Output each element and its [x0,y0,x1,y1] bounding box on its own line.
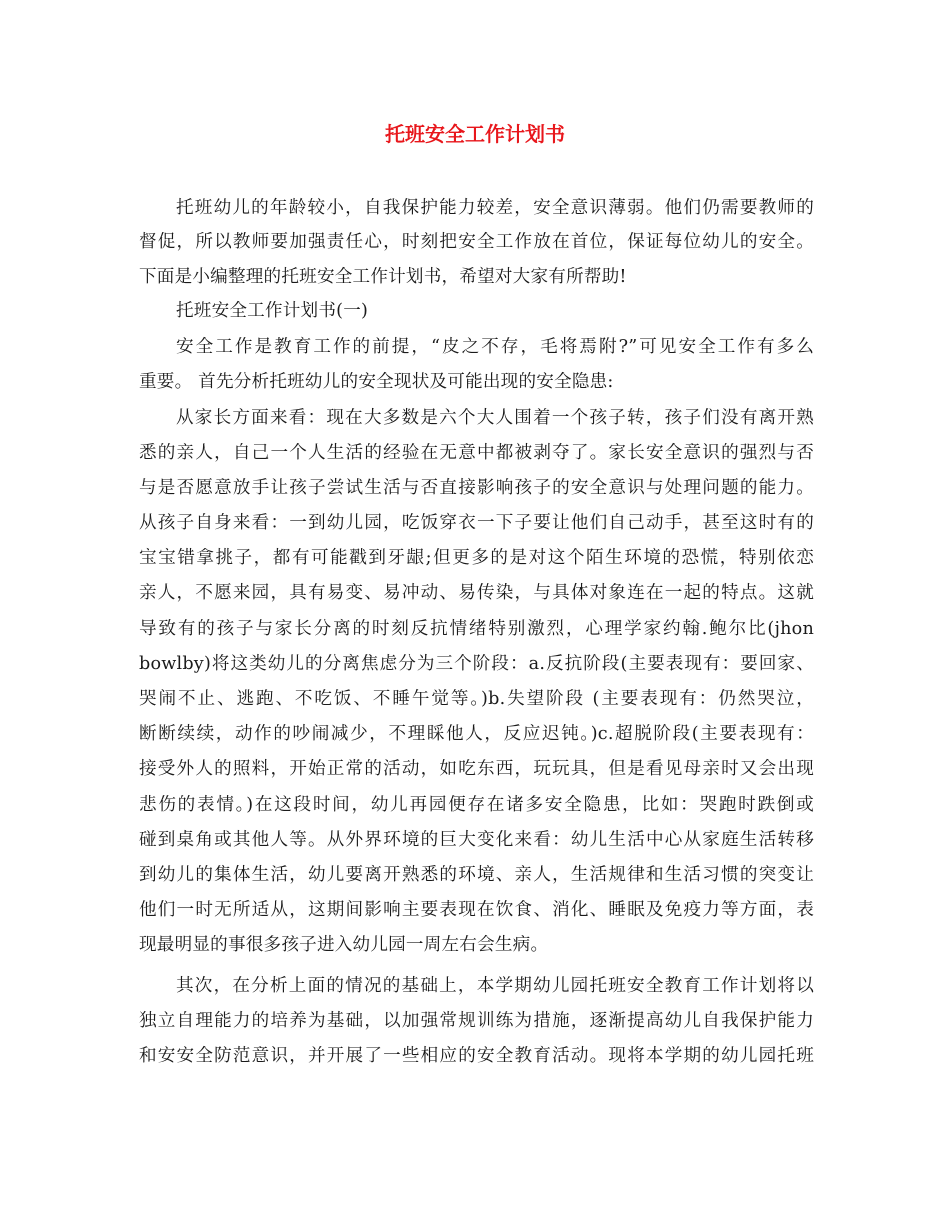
text-line: 碰到桌角或其他人等。从外界环境的巨大变化来看：幼儿生活中心从家庭生活转移 [139,830,814,850]
text-line: 他们一时无所适从，这期间影响主要表现在饮食、消化、睡眠及免疫力等方面，表 [139,900,814,920]
text-line: 和安安全防范意识，并开展了一些相应的安全教育活动。现将本学期的幼儿园托班 [139,1046,814,1066]
text-line: 托班幼儿的年龄较小，自我保护能力较差，安全意识薄弱。他们仍需要教师的 [176,198,814,218]
text-line: 从家长方面来看：现在大多数是六个大人围着一个孩子转，孩子们没有离开熟 [176,408,814,428]
text-line: 从孩子自身来看：一到幼儿园，吃饭穿衣一下子要让他们自己动手，甚至这时有的 [139,513,814,533]
text-line: 下面是小编整理的托班安全工作计划书，希望对大家有所帮助! [139,267,627,287]
text-line: 现最明显的事很多孩子进入幼儿园一周左右会生病。 [139,935,549,955]
text-line: bowlby)将这类幼儿的分离焦虑分为三个阶段：a.反抗阶段(主要表现有：要回家、 [139,654,814,674]
text-line: 重要。 首先分析托班幼儿的安全现状及可能出现的安全隐患: [139,372,614,392]
text-line: 托班安全工作计划书(一) [176,301,369,321]
text-line: 断断续续，动作的吵闹减少，不理睬他人，反应迟钝。)c.超脱阶段(主要表现有： [139,724,814,744]
text-line: 其次，在分析上面的情况的基础上，本学期幼儿园托班安全教育工作计划将以 [176,976,814,996]
text-line: 独立自理能力的培养为基础，以加强常规训练为措施，逐渐提高幼儿自我保护能力 [139,1011,814,1031]
text-line: 宝宝错拿挑子，都有可能戳到牙龈;但更多的是对这个陌生环境的恐慌，特别依恋 [139,548,814,568]
text-line: 悲伤的表情。)在这段时间，幼儿再园便存在诸多安全隐患，比如：哭跑时跌倒或 [139,795,814,815]
document-title: 托班安全工作计划书 [385,122,565,146]
text-line: 哭闹不止、逃跑、不吃饭、不睡午觉等。)b.失望阶段 (主要表现有：仍然哭泣， [139,689,814,709]
text-line: 亲人，不愿来园，具有易变、易冲动、易传染，与具体对象连在一起的特点。这就 [139,583,814,603]
text-line: 导致有的孩子与家长分离的时刻反抗情绪特别激烈，心理学家约翰.鲍尔比(jhon [139,619,814,639]
text-line: 安全工作是教育工作的前提，“皮之不存，毛将焉附?”可见安全工作有多么 [176,337,814,357]
text-line: 到幼儿的集体生活，幼儿要离开熟悉的环境、亲人，生活规律和生活习惯的突变让 [139,865,814,885]
text-line: 接受外人的照料，开始正常的活动，如吃东西，玩玩具，但是看见母亲时又会出现 [139,759,814,779]
text-line: 督促，所以教师要加强责任心，时刻把安全工作放在首位，保证每位幼儿的安全。 [139,232,814,252]
text-line: 悉的亲人，自己一个人生活的经验在无意中都被剥夺了。家长安全意识的强烈与否 [139,443,814,463]
text-line: 与是否愿意放手让孩子尝试生活与否直接影响孩子的安全意识与处理问题的能力。 [139,478,814,498]
